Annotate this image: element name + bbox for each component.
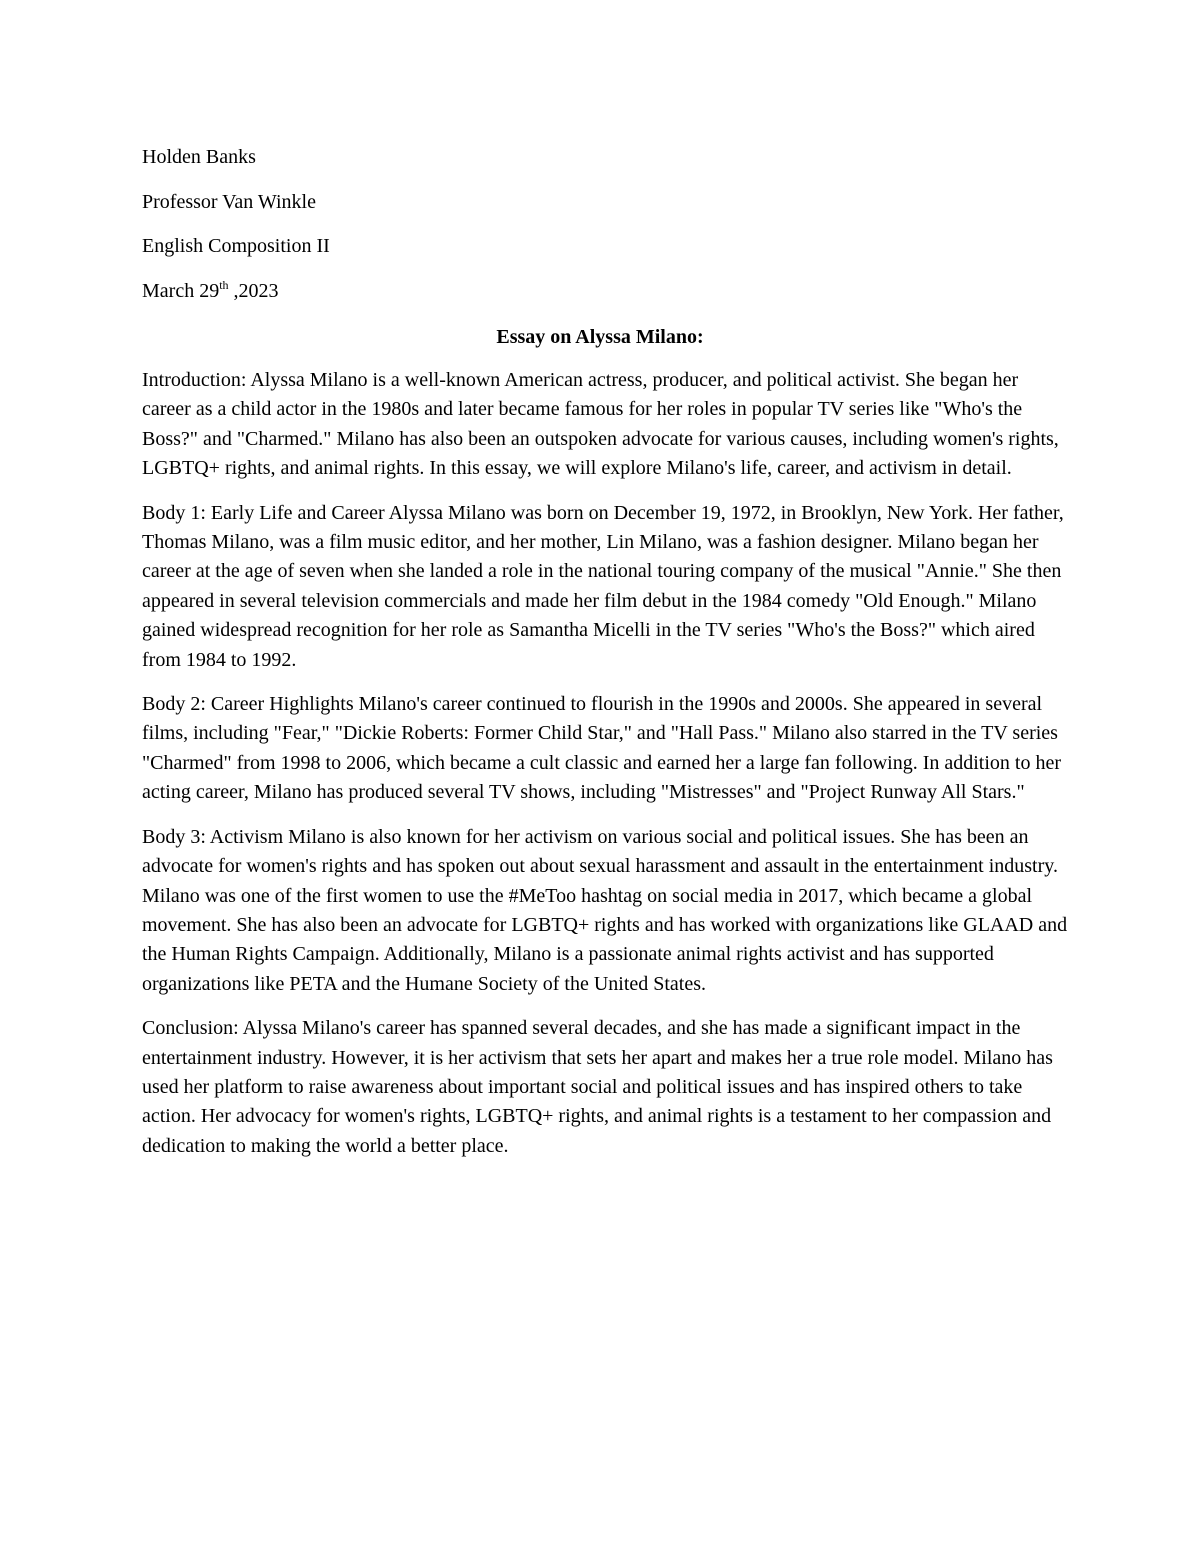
date-year: ,2023 (228, 279, 279, 302)
course-name: English Composition II (142, 235, 330, 257)
paragraph-body-2: Body 2: Career Highlights Milano's career continued to flourish in the 1990s and 2000s. She appeared in several films, including "Fear," "Dickie Roberts: Former Child Star," and "Hall Pass." Milano also starred in the TV series "Charmed" from 1998 to 2006, which became a cult classic and earned her a large fan following. In addition to her acting career, Milano has produced several TV shows, including "Mistresses" and "Project Runway All Stars." (142, 693, 1061, 804)
date-month-day: March 29 (142, 279, 220, 302)
date-ordinal-suffix: th (219, 277, 229, 292)
author-name: Holden Banks (142, 146, 256, 168)
essay-title: Essay on Alyssa Milano: (496, 326, 704, 348)
paragraph-conclusion: Conclusion: Alyssa Milano's career has spanned several decades, and she has made a significant impact in the entertainment industry. However, it is her activism that sets her apart and makes her a true role model. Milano has used her platform to raise awareness about important social and political issues and has inspired others to take action. Her advocacy for women's rights, LGBTQ+ rights, and animal rights is a testament to her compassion and dedication to making the world a better place. (142, 1017, 1053, 1157)
professor-name: Professor Van Winkle (142, 190, 316, 213)
paragraph-introduction: Introduction: Alyssa Milano is a well-known American actress, producer, and political activist. She began her career as a child actor in the 1980s and later became famous for her roles in popular TV series like "Who's the Boss?" and "Charmed." Milano has also been an outspoken advocate for various causes, including women's rights, LGBTQ+ rights, and animal rights. In this essay, we will explore Milano's life, career, and activism in detail. (142, 369, 1059, 480)
paragraph-body-1: Body 1: Early Life and Career Alyssa Milano was born on December 19, 1972, in Brooklyn, New York. Her father, Thomas Milano, was a film music editor, and her mother, Lin Milano, was a fashion designer. Milano began her career at the age of seven when she landed a role in the national touring company of the musical "Annie." She then appeared in several television commercials and made her film debut in the 1984 comedy "Old Enough." Milano gained widespread recognition for her role as Samantha Micelli in the TV series "Who's the Boss?" which aired from 1984 to 1992. (142, 501, 1064, 671)
paragraph-body-3: Body 3: Activism Milano is also known for her activism on various social and political issues. She has been an advocate for women's rights and has spoken out about sexual harassment and assault in the entertainment industry. Milano was one of the first women to use the #MeToo hashtag on social media in 2017, which became a global movement. She has also been an advocate for LGBTQ+ rights and has worked with organizations like GLAAD and the Human Rights Campaign. Additionally, Milano is a passionate animal rights activist and has supported organizations like PETA and the Humane Society of the United States. (142, 825, 1068, 995)
essay-body (142, 366, 1070, 1176)
essay-date (142, 276, 1062, 321)
essay-heading (142, 142, 1062, 320)
